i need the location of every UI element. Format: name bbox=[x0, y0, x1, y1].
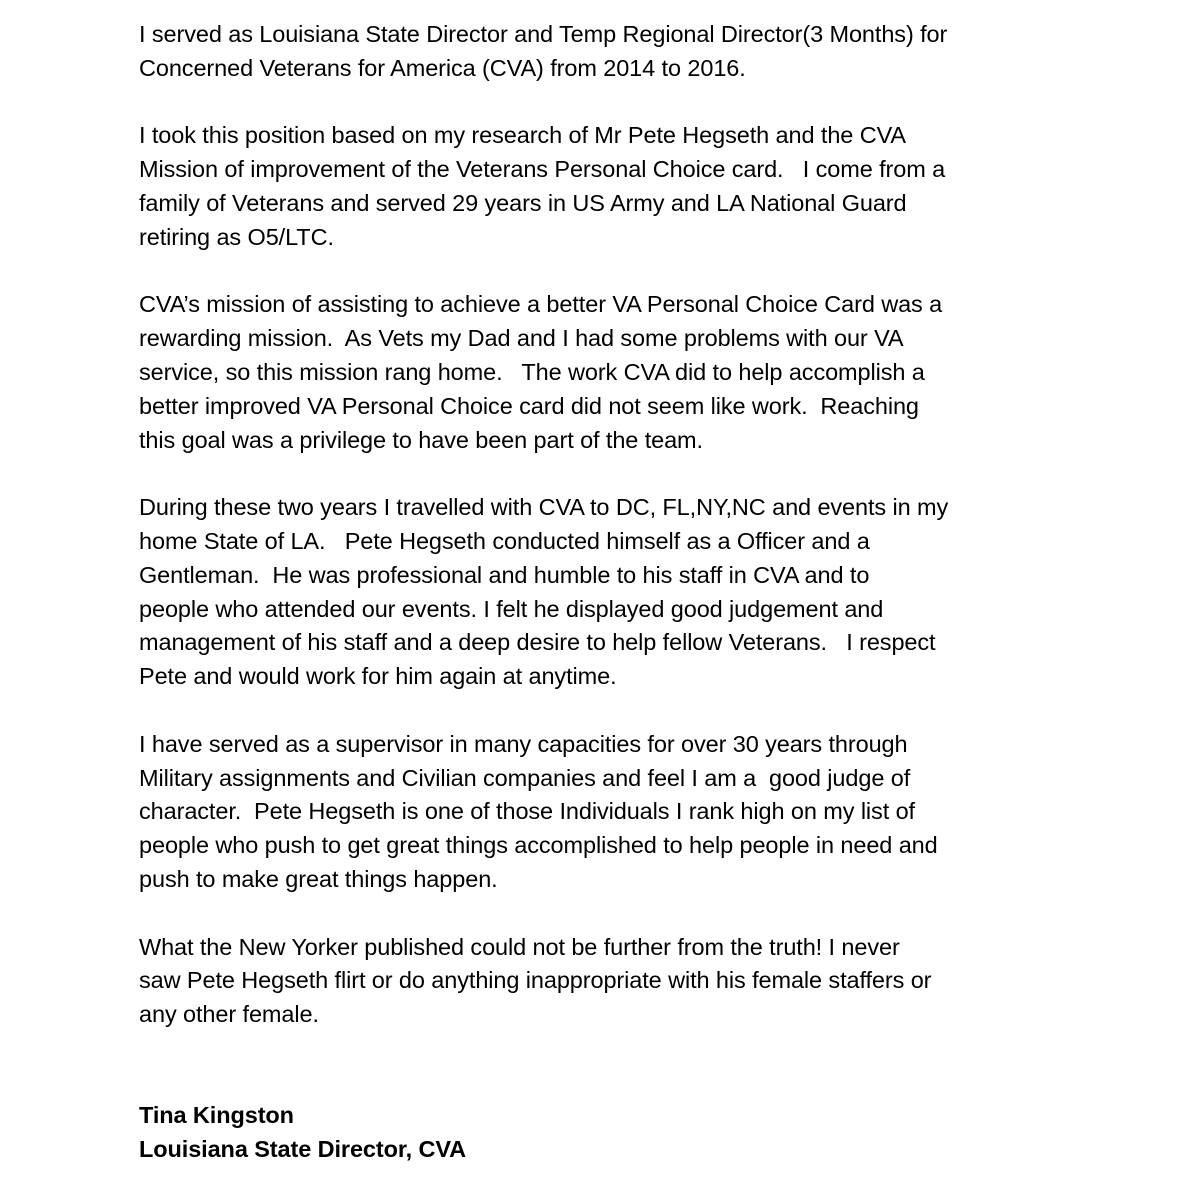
paragraph-position-background bbox=[139, 119, 1079, 254]
text-line: Mission of improvement of the Veterans Personal Choice card. I come from a bbox=[139, 156, 946, 183]
signature-block bbox=[139, 1099, 1079, 1167]
text-line: management of his staff and a deep desire to help fellow Veterans. I respect bbox=[139, 629, 936, 656]
text-line: I served as Louisiana State Director and Temp Regional Director(3 Months) for bbox=[139, 21, 948, 47]
text-line: people who attended our events. I felt he displayed good judgement and bbox=[139, 595, 884, 622]
text-line: saw Pete Hegseth flirt or do anything inappropriate with his female staffers or bbox=[139, 967, 932, 994]
text-line: CVA’s mission of assisting to achieve a better VA Personal Choice Card was a bbox=[139, 291, 943, 318]
text-line: this goal was a privilege to have been part of the team. bbox=[139, 426, 703, 453]
text-line: people who push to get great things accomplished to help people in need and bbox=[139, 832, 938, 859]
text-line: retiring as O5/LTC. bbox=[139, 223, 334, 250]
text-line: push to make great things happen. bbox=[139, 865, 498, 892]
text-line: home State of LA. Pete Hegseth conducted himself as a Officer and a bbox=[139, 527, 870, 554]
paragraph-travel-and-conduct bbox=[139, 491, 1079, 694]
text-line: better improved VA Personal Choice card did not seem like work. Reaching bbox=[139, 392, 919, 419]
paragraph-supervisor-experience bbox=[139, 728, 1079, 897]
text-line: family of Veterans and served 29 years in US Army and LA National Guard bbox=[139, 189, 907, 216]
paragraph-new-yorker-response bbox=[139, 931, 1079, 1032]
text-line: What the New Yorker published could not be further from the truth! I never bbox=[139, 933, 900, 960]
paragraph-service-history bbox=[139, 18, 1079, 86]
text-line: I took this position based on my research of Mr Pete Hegseth and the CVA bbox=[139, 122, 906, 149]
letter-body bbox=[139, 18, 1079, 1167]
text-line: I have served as a supervisor in many capacities for over 30 years through bbox=[139, 730, 908, 757]
paragraph-cva-mission bbox=[139, 288, 1079, 457]
text-line: Pete and would work for him again at anytime. bbox=[139, 663, 617, 690]
text-line: Gentleman. He was professional and humble to his staff in CVA and to bbox=[139, 561, 870, 588]
text-line: During these two years I travelled with CVA to DC, FL,NY,NC and events in my bbox=[139, 494, 949, 521]
text-line: Military assignments and Civilian companies and feel I am a good judge of bbox=[139, 764, 911, 791]
text-line: service, so this mission rang home. The work CVA did to help accomplish a bbox=[139, 358, 925, 385]
text-line: rewarding mission. As Vets my Dad and I had some problems with our VA bbox=[139, 325, 904, 352]
text-line: Concerned Veterans for America (CVA) from 2014 to 2016. bbox=[139, 54, 746, 81]
signature-title: Louisiana State Director, CVA bbox=[139, 1135, 467, 1162]
text-line: any other female. bbox=[139, 1001, 319, 1028]
text-line: character. Pete Hegseth is one of those Individuals I rank high on my list of bbox=[139, 798, 915, 825]
signature-name: Tina Kingston bbox=[139, 1101, 294, 1128]
